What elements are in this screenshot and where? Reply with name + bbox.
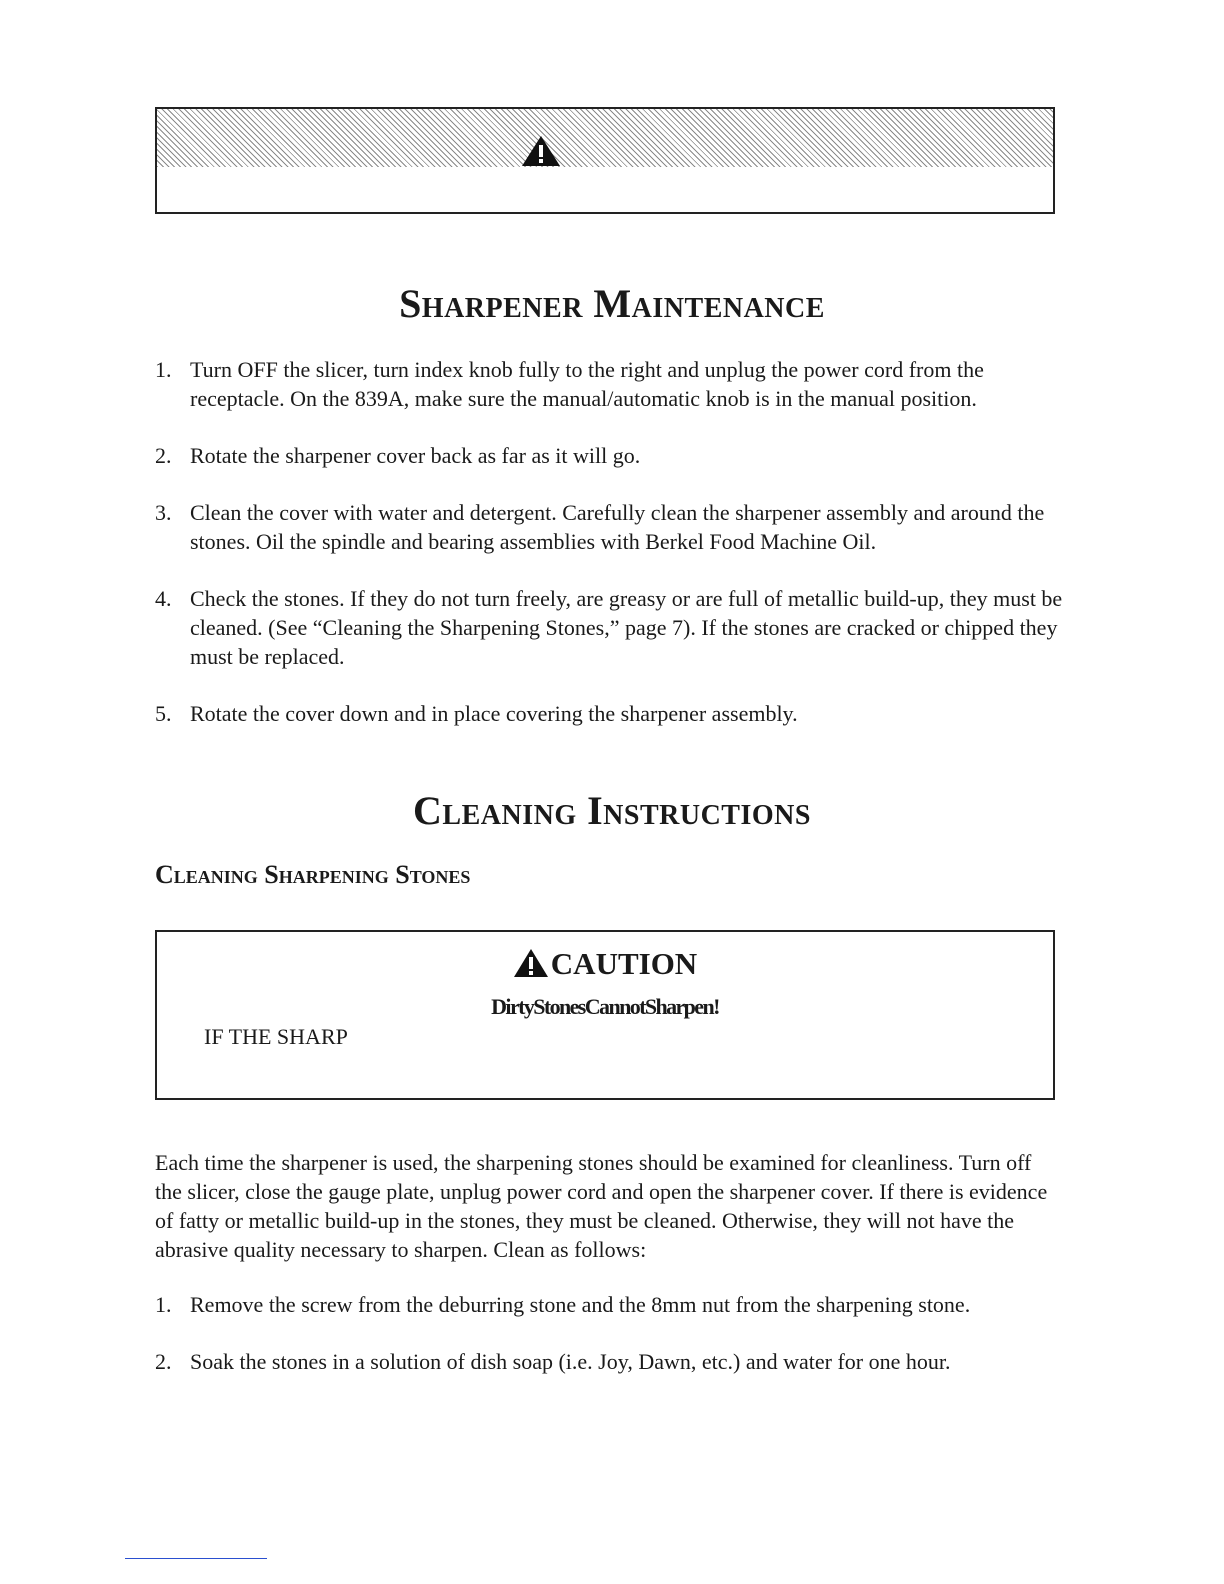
list-item: 2. Soak the stones in a solution of dish soap (i.e. Joy, Dawn, etc.) and water for one hour. (155, 1349, 951, 1374)
warning-triangle-icon (513, 948, 549, 978)
footnote-divider (125, 1558, 267, 1559)
warning-triangle-icon (521, 135, 561, 167)
list-item: 3. Clean the cover with water and detergent. Carefully clean the sharpener assembly and around the stones. Oil the spindle and bearing assemblies with Berkel Food Machine Oil. (155, 500, 1045, 554)
cleaning-steps-list (155, 1290, 1065, 1376)
section-title-cleaning-instructions: Cleaning Instructions (413, 788, 811, 833)
caution-heading: CAUTION (157, 946, 1053, 982)
warning-box (155, 107, 1055, 214)
list-item: 2. Rotate the sharpener cover back as far as it will go. (155, 443, 641, 468)
section-title-sharpener-maintenance: Sharpener Maintenance (399, 281, 825, 326)
caution-subtitle: DirtyStonesCannotSharpen! (491, 994, 719, 1019)
list-item: 4. Check the stones. If they do not turn freely, are greasy or are full of metallic build-up, they must be cleaned. (See “Cleaning the Sharpening Stones,” page 7). If the stones are cracked or chipped they must be replaced. (155, 586, 1063, 669)
list-item: 1. Turn OFF the slicer, turn index knob fully to the right and unplug the power cord from the receptacle. On the 839A, make sure the manual/automatic knob is in the manual position. (155, 357, 984, 411)
warning-hatch-band (157, 109, 1053, 167)
list-item: 1. Remove the screw from the deburring stone and the 8mm nut from the sharpening stone. (155, 1292, 971, 1317)
list-item: 5. Rotate the cover down and in place covering the sharpener assembly. (155, 701, 798, 726)
subsection-title-cleaning-sharpening-stones: Cleaning Sharpening Stones (155, 860, 471, 889)
sharpener-steps-list (155, 355, 1065, 728)
cleaning-paragraph: Each time the sharpener is used, the sharpening stones should be examined for cleanliness. Turn off the slicer, close the gauge plate, unplug power cord and open the sharpener cover. If there is evidence of fatty or metallic build-up in the stones, they must be cleaned. Otherwise, they will not have the abrasive quality necessary to sharpen. Clean as follows: (155, 1150, 1048, 1262)
caution-body-text: IF THE SHARP (204, 1024, 348, 1049)
caution-box (155, 930, 1055, 1100)
